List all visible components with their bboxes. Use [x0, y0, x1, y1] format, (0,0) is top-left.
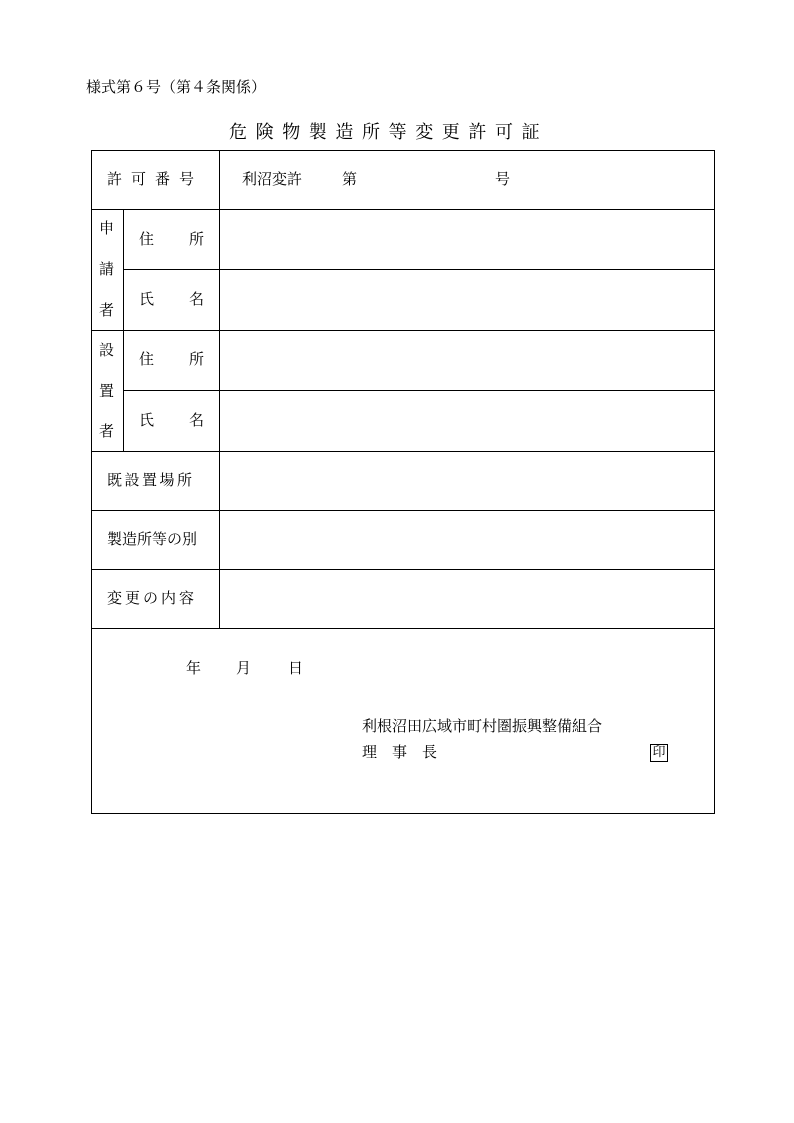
row-divider	[92, 628, 714, 629]
issuer-organization: 利根沼田広域市町村圏振興整備組合	[362, 717, 603, 735]
applicant-address-label: 所	[189, 230, 205, 248]
group-divider	[123, 209, 124, 451]
row-divider	[123, 390, 714, 391]
row-divider	[92, 510, 714, 511]
applicant-label-char: 請	[99, 260, 115, 278]
applicant-address-label: 住	[139, 230, 155, 248]
permit-form-table	[91, 150, 715, 814]
column-divider	[219, 151, 220, 628]
installer-name-label: 名	[189, 411, 205, 429]
applicant-name-label: 氏	[139, 290, 155, 308]
installer-name-label: 氏	[139, 411, 155, 429]
existing-location-label: 既設置場所	[107, 471, 195, 489]
applicant-label-char: 申	[99, 219, 115, 237]
form-number: 様式第６号（第４条関係）	[86, 78, 267, 96]
installer-label-char: 者	[99, 422, 115, 440]
row-divider	[92, 451, 714, 452]
date-year: 年	[186, 659, 202, 677]
change-content-label: 変更の内容	[107, 589, 198, 607]
installer-address-label: 住	[139, 350, 155, 368]
seal-stamp: 印	[650, 744, 668, 762]
issuer-title: 理 事 長	[362, 743, 438, 761]
date-month: 月	[236, 659, 252, 677]
date-day: 日	[288, 659, 304, 677]
document-title: 危険物製造所等変更許可証	[229, 122, 549, 143]
permit-number-dai: 第	[342, 170, 358, 188]
installer-address-label: 所	[189, 350, 205, 368]
permit-number-label-1: 許可番号	[107, 170, 204, 188]
row-divider	[92, 569, 714, 570]
permit-number-go: 号	[495, 170, 511, 188]
installer-label-char: 置	[99, 382, 115, 400]
applicant-label-char: 者	[99, 301, 115, 319]
installer-label-char: 設	[99, 341, 115, 359]
row-divider	[92, 330, 714, 331]
row-divider	[123, 269, 714, 270]
row-divider	[92, 209, 714, 210]
applicant-name-label: 名	[189, 290, 205, 308]
facility-type-label: 製造所等の別	[107, 530, 198, 548]
permit-number-prefix: 利沼変許	[242, 170, 303, 188]
